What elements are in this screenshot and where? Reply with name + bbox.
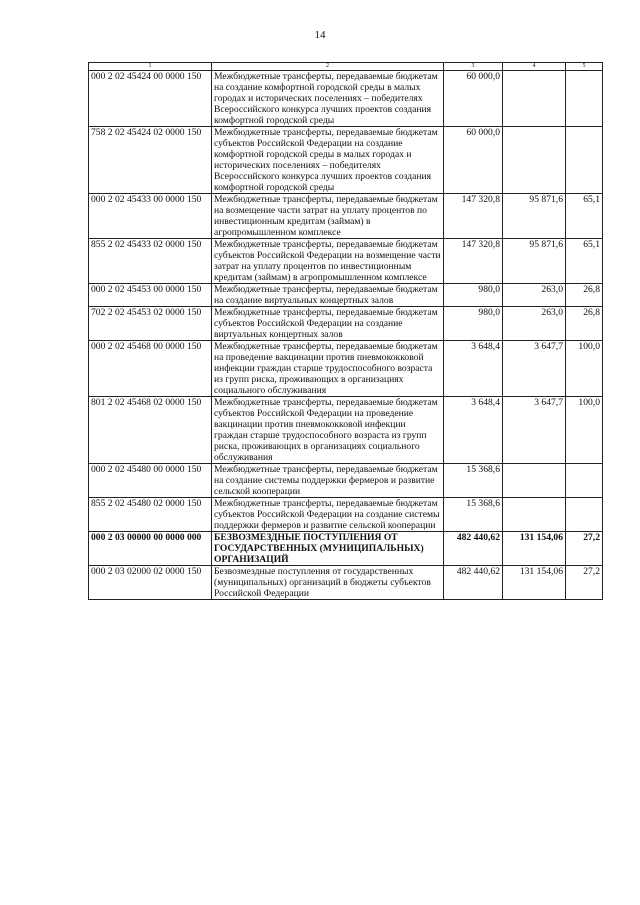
- plan-amount-cell: 3 648,4: [444, 397, 503, 464]
- executed-amount-cell: 131 154,06: [503, 532, 566, 566]
- description-cell: Межбюджетные трансферты, передаваемые бюджетам субъектов Российской Федерации на создание виртуальных концертных залов: [212, 307, 444, 341]
- description-cell: Межбюджетные трансферты, передаваемые бюджетам субъектов Российской Федерации на создание системы поддержки фермеров и развитие сельской кооперации: [212, 498, 444, 532]
- plan-amount-cell: 482 440,62: [444, 566, 503, 600]
- column-number: 5: [566, 63, 603, 71]
- column-number: 1: [89, 63, 212, 71]
- execution-percent-cell: [566, 71, 603, 127]
- executed-amount-cell: 3 647,7: [503, 341, 566, 397]
- page-number: 14: [314, 29, 326, 41]
- execution-percent-cell: 100,0: [566, 397, 603, 464]
- execution-percent-cell: 65,1: [566, 239, 603, 284]
- plan-amount-cell: 15 368,6: [444, 498, 503, 532]
- budget-code-cell: 855 2 02 45433 02 0000 150: [89, 239, 212, 284]
- budget-code-cell: 000 2 02 45424 00 0000 150: [89, 71, 212, 127]
- execution-percent-cell: 27,2: [566, 566, 603, 600]
- description-cell: Межбюджетные трансферты, передаваемые бюджетам субъектов Российской Федерации на создание комфортной городской среды в малых городах и исторических поселениях – победителях Всероссийского конкурса лучших проектов создания комфортной городской среды: [212, 127, 444, 194]
- column-number: 4: [503, 63, 566, 71]
- column-number-row: [89, 63, 603, 71]
- plan-amount-cell: 980,0: [444, 284, 503, 307]
- table-row: [89, 307, 603, 341]
- table-row: [89, 127, 603, 194]
- executed-amount-cell: 263,0: [503, 284, 566, 307]
- executed-amount-cell: [503, 498, 566, 532]
- plan-amount-cell: 15 368,6: [444, 464, 503, 498]
- table-row: [89, 498, 603, 532]
- execution-percent-cell: 27,2: [566, 532, 603, 566]
- budget-code-cell: 702 2 02 45453 02 0000 150: [89, 307, 212, 341]
- executed-amount-cell: 95 871,6: [503, 194, 566, 239]
- budget-code-cell: 000 2 02 45453 00 0000 150: [89, 284, 212, 307]
- execution-percent-cell: 26,8: [566, 284, 603, 307]
- table-body: [89, 63, 603, 600]
- execution-percent-cell: [566, 464, 603, 498]
- executed-amount-cell: [503, 71, 566, 127]
- table-row: [89, 239, 603, 284]
- table-row: [89, 284, 603, 307]
- budget-code-cell: 000 2 02 45433 00 0000 150: [89, 194, 212, 239]
- executed-amount-cell: 3 647,7: [503, 397, 566, 464]
- execution-percent-cell: [566, 498, 603, 532]
- execution-percent-cell: [566, 127, 603, 194]
- executed-amount-cell: 263,0: [503, 307, 566, 341]
- table-row: [89, 566, 603, 600]
- execution-percent-cell: 100,0: [566, 341, 603, 397]
- description-cell: Межбюджетные трансферты, передаваемые бюджетам на возмещение части затрат на уплату процентов по инвестиционным кредитам (займам) в агропромышленном комплексе: [212, 194, 444, 239]
- table-row: [89, 464, 603, 498]
- budget-code-cell: 758 2 02 45424 02 0000 150: [89, 127, 212, 194]
- plan-amount-cell: 147 320,8: [444, 194, 503, 239]
- plan-amount-cell: 482 440,62: [444, 532, 503, 566]
- plan-amount-cell: 980,0: [444, 307, 503, 341]
- column-number: 3: [444, 63, 503, 71]
- budget-code-cell: 801 2 02 45468 02 0000 150: [89, 397, 212, 464]
- table-row: [89, 341, 603, 397]
- budget-code-cell: 000 2 02 45480 00 0000 150: [89, 464, 212, 498]
- budget-code-cell: 000 2 03 02000 02 0000 150: [89, 566, 212, 600]
- description-cell: Безвозмездные поступления от государственных (муниципальных) организаций в бюджеты субъектов Российской Федерации: [212, 566, 444, 600]
- plan-amount-cell: 60 000,0: [444, 127, 503, 194]
- description-cell: Межбюджетные трансферты, передаваемые бюджетам на создание виртуальных концертных залов: [212, 284, 444, 307]
- plan-amount-cell: 60 000,0: [444, 71, 503, 127]
- executed-amount-cell: 95 871,6: [503, 239, 566, 284]
- description-cell: БЕЗВОЗМЕЗДНЫЕ ПОСТУПЛЕНИЯ ОТ ГОСУДАРСТВЕННЫХ (МУНИЦИПАЛЬНЫХ) ОРГАНИЗАЦИЙ: [212, 532, 444, 566]
- executed-amount-cell: 131 154,06: [503, 566, 566, 600]
- description-cell: Межбюджетные трансферты, передаваемые бюджетам на создание комфортной городской среды в малых городах и исторических поселениях – победителях Всероссийского конкурса лучших проектов создания комфортной городской среды: [212, 71, 444, 127]
- budget-code-cell: 855 2 02 45480 02 0000 150: [89, 498, 212, 532]
- budget-code-cell: 000 2 02 45468 00 0000 150: [89, 341, 212, 397]
- description-cell: Межбюджетные трансферты, передаваемые бюджетам на проведение вакцинации против пневмококковой инфекции граждан старше трудоспособного возраста из групп риска, проживающих в организациях социального обслуживания: [212, 341, 444, 397]
- plan-amount-cell: 3 648,4: [444, 341, 503, 397]
- execution-percent-cell: 26,8: [566, 307, 603, 341]
- budget-code-cell: 000 2 03 00000 00 0000 000: [89, 532, 212, 566]
- table-row: [89, 71, 603, 127]
- description-cell: Межбюджетные трансферты, передаваемые бюджетам субъектов Российской Федерации на проведение вакцинации против пневмококковой инфекции граждан старше трудоспособного возраста из групп риска, проживающих в организациях социального обслуживания: [212, 397, 444, 464]
- execution-percent-cell: 65,1: [566, 194, 603, 239]
- table-row: [89, 397, 603, 464]
- executed-amount-cell: [503, 464, 566, 498]
- executed-amount-cell: [503, 127, 566, 194]
- description-cell: Межбюджетные трансферты, передаваемые бюджетам субъектов Российской Федерации на возмещение части затрат на уплату процентов по инвестиционным кредитам (займам) в агропромышленном комплексе: [212, 239, 444, 284]
- table-row: [89, 194, 603, 239]
- budget-table: [88, 62, 603, 600]
- table-row: [89, 532, 603, 566]
- description-cell: Межбюджетные трансферты, передаваемые бюджетам на создание системы поддержки фермеров и развитие сельской кооперации: [212, 464, 444, 498]
- column-number: 2: [212, 63, 444, 71]
- plan-amount-cell: 147 320,8: [444, 239, 503, 284]
